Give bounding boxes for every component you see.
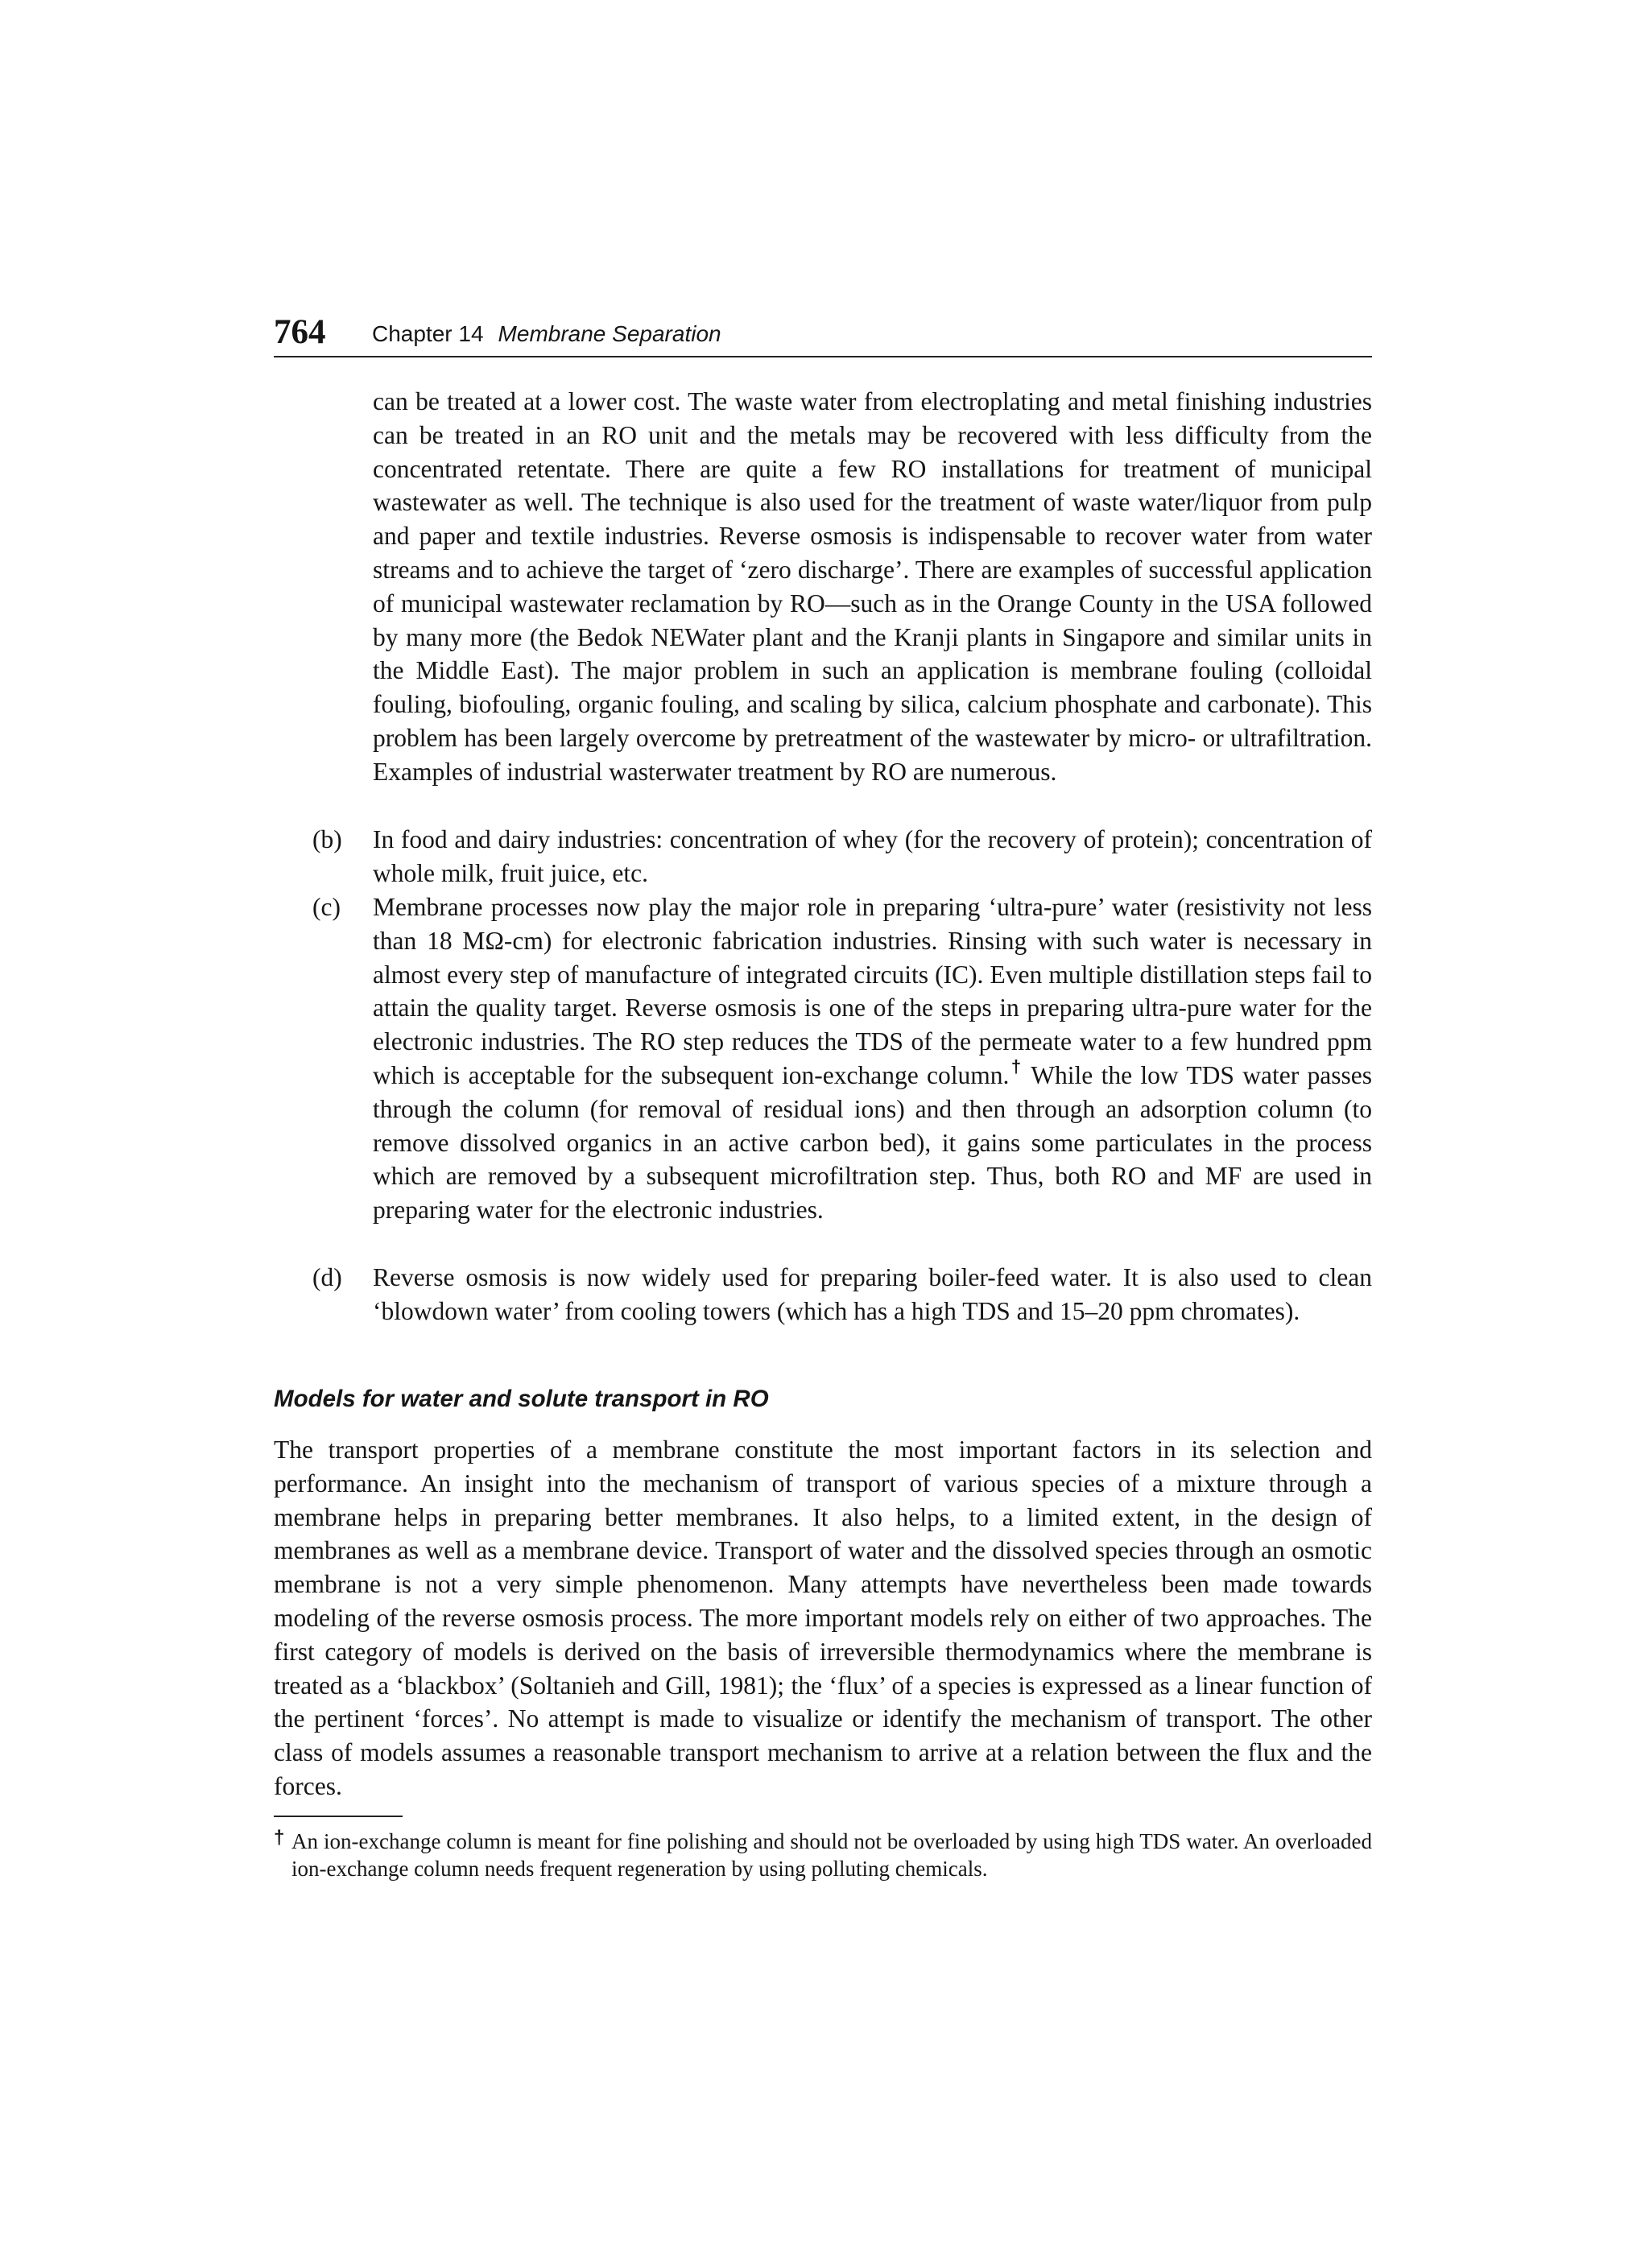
list-item-d bbox=[274, 1261, 1372, 1328]
list-item-label: (d) bbox=[312, 1263, 342, 1291]
list-item-text: Reverse osmosis is now widely used for preparing boiler-feed water. It is also used to clean ‘blowdown water’ from cooling towers (which has a high TDS and 15–20 ppm chromates). bbox=[373, 1263, 1372, 1325]
section-heading: Models for water and solute transport in RO bbox=[274, 1386, 769, 1412]
section-paragraph: The transport properties of a membrane constitute the most important factors in its selection and performance. An insight into the mechanism of transport of various species of a mixture through a membrane helps in preparing better membranes. It also helps, to a limited extent, in the design of membranes as well as a membrane device. Transport of water and the dissolved species through an osmotic membrane is not a very simple phenomenon. Many attempts have nevertheless been made towards modeling of the reverse osmosis process. The more important models rely on either of two approaches. The first category of models is derived on the basis of irreversible thermodynamics where the membrane is treated as a ‘blackbox’ (Soltanieh and Gill, 1981); the ‘flux’ of a species is expressed as a linear function of the pertinent ‘forces’. No attempt is made to visualize or identify the mechanism of transport. The other class of models assumes a reasonable transport mechanism to arrive at a relation between the flux and the forces. bbox=[274, 1436, 1372, 1800]
page-number: 764 bbox=[274, 313, 326, 351]
list-item-text-part: Membrane processes now play the major role in preparing ‘ultra-pure’ water (resistivity not less than 18 MΩ-cm) for electronic fabrication industries. Rinsing with such water is necessary in almost every step of manufacture of integrated circuits (IC). Even multiple distillation steps fail to attain the quality target. Reverse osmosis is one of the steps in preparing ultra-pure water for the electronic industries. The RO step reduces the TDS of the permeate water to a few hundred ppm which is acceptable for the subsequent ion-exchange column. bbox=[373, 893, 1372, 1089]
list-item-text: In food and dairy industries: concentration of whey (for the recovery of protein); concentration of whole milk, fruit juice, etc. bbox=[373, 825, 1372, 887]
list-item-text bbox=[373, 890, 1372, 1227]
footnote-text: An ion-exchange column is meant for fine polishing and should not be overloaded by using high TDS water. An overloaded ion-exchange column needs frequent regeneration by using polluting chemicals. bbox=[291, 1829, 1372, 1881]
list-item-label: (c) bbox=[312, 893, 341, 921]
footnote-mark: † bbox=[274, 1827, 285, 1849]
footnote-reference: † bbox=[1009, 1056, 1023, 1076]
header-rule bbox=[274, 356, 1372, 357]
page-header bbox=[274, 312, 1372, 353]
footnote bbox=[274, 1828, 1372, 1882]
list-item-label: (b) bbox=[312, 825, 342, 853]
list-item-c bbox=[274, 890, 1372, 1227]
running-head bbox=[372, 319, 721, 349]
chapter-label: Chapter 14 bbox=[372, 321, 484, 346]
list-item-b bbox=[274, 823, 1372, 890]
chapter-title: Membrane Separation bbox=[498, 321, 721, 346]
list-item-text-part: While the low TDS water passes through the column (for removal of residual ions) and then through an adsorption column (to remove dissolved organics in an active carbon bed), it gains some particulates in the process which are removed by a subsequent microfiltration step. Thus, both RO and MF are used in preparing water for the electronic industries. bbox=[373, 1060, 1372, 1225]
continued-paragraph: can be treated at a lower cost. The waste water from electroplating and metal finishing industries can be treated in an RO unit and the metals may be recovered with less difficulty from the concentrated retentate. There are quite a few RO installations for treatment of municipal wastewater as well. The technique is also used for the treatment of waste water/liquor from pulp and paper and textile industries. Reverse osmosis is indispensable to recover water from water streams and to achieve the target of ‘zero discharge’. There are examples of successful application of municipal wastewater reclamation by RO—such as in the Orange County in the USA followed by many more (the Bedok NEWater plant and the Kranji plants in Singapore and similar units in the Middle East). The major problem in such an application is membrane fouling (colloidal fouling, biofouling, organic fouling, and scaling by silica, calcium phosphate and carbonate). This problem has been largely overcome by pretreatment of the wastewater by micro- or ultrafiltration. Examples of industrial wasterwater treatment by RO are numerous. bbox=[373, 387, 1372, 786]
footnote-rule bbox=[274, 1816, 403, 1817]
